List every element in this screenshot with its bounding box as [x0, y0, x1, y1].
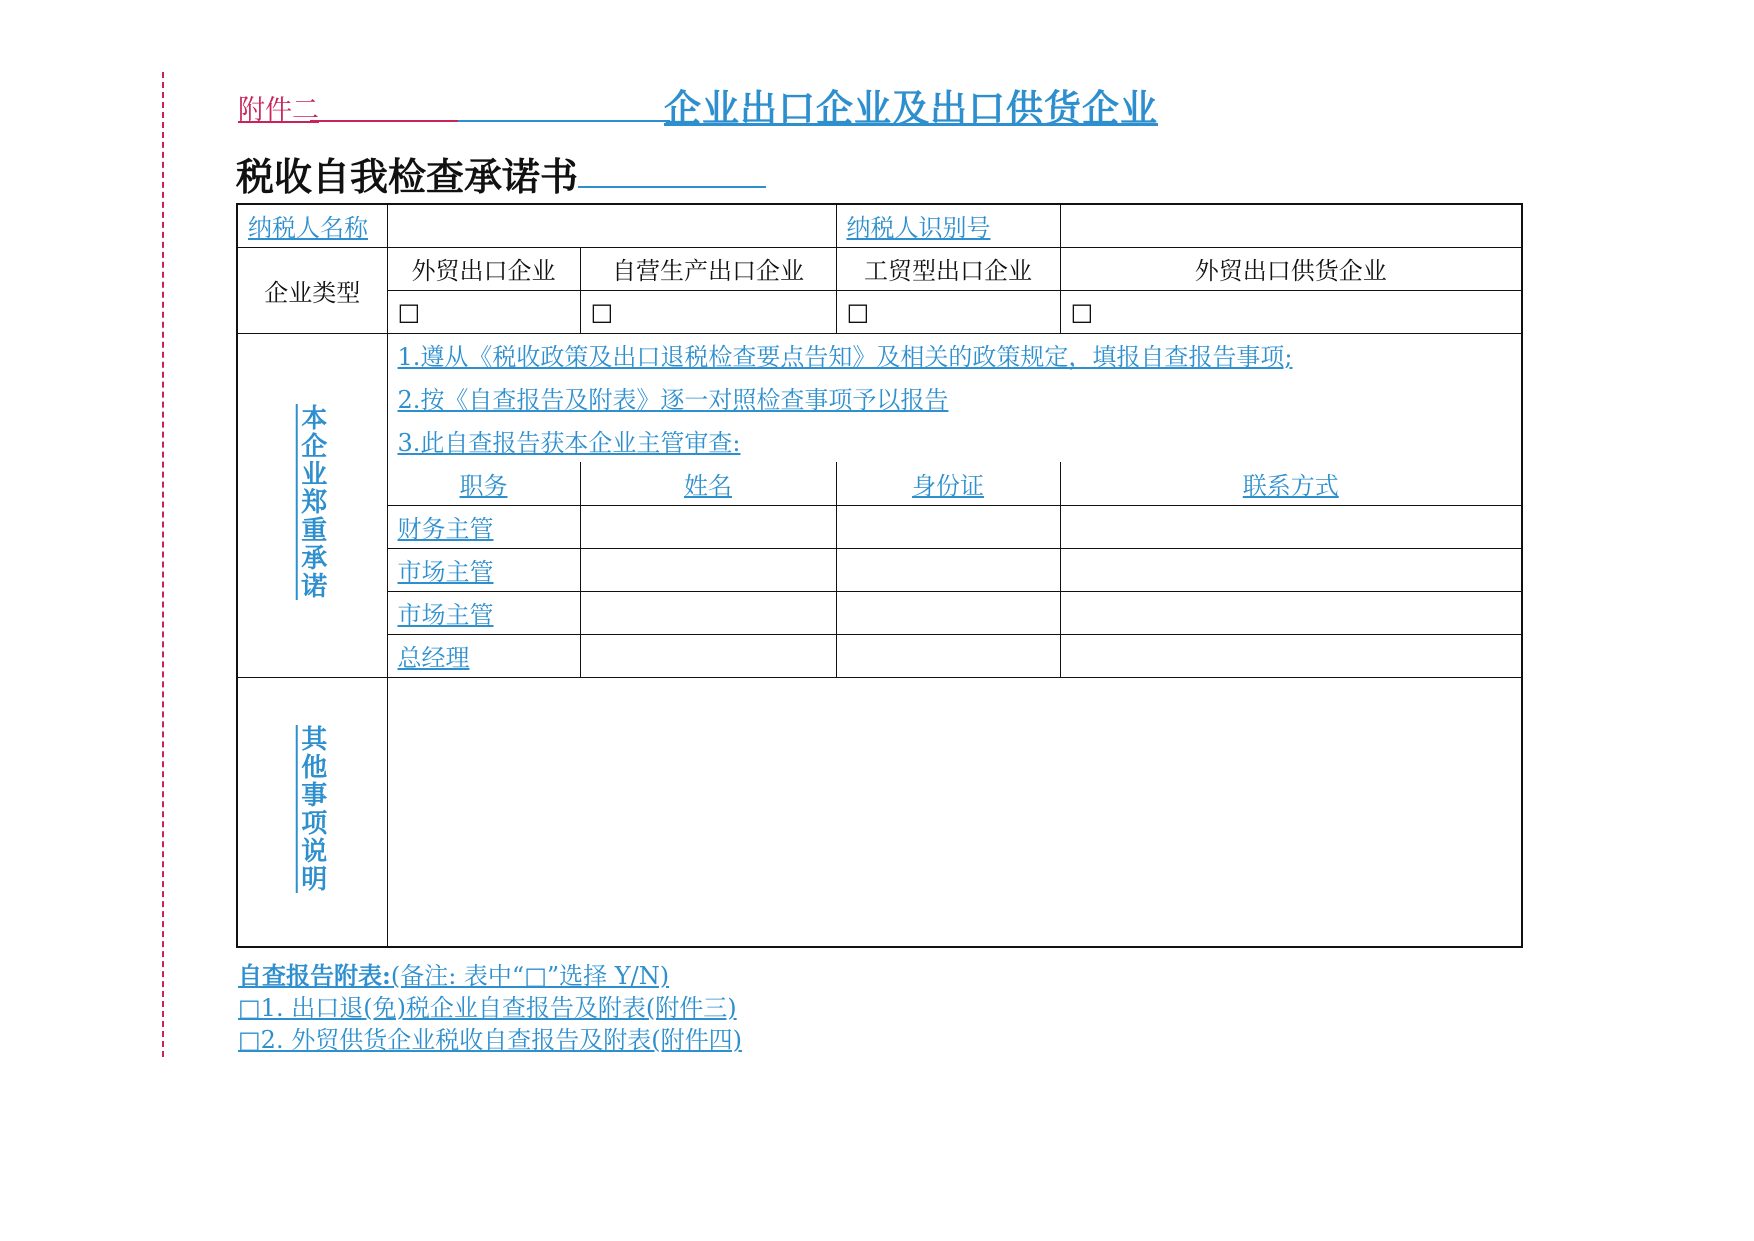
- contact-name-field[interactable]: [580, 591, 836, 634]
- contact-row: [237, 548, 1522, 591]
- contact-info-field[interactable]: [1060, 591, 1522, 634]
- enterprise-type-header-row: [237, 247, 1522, 290]
- contact-id-field[interactable]: [836, 505, 1060, 548]
- document-title-line1: 企业出口企业及出口供货企业: [664, 86, 1158, 130]
- other-matters-label: 其他事项说明: [296, 724, 327, 893]
- title-underline: [458, 120, 670, 122]
- enterprise-type-checkbox[interactable]: □: [387, 290, 580, 333]
- taxpayer-name-label: 纳税人名称: [237, 204, 387, 247]
- enterprise-type-option-label: 外贸出口供货企业: [1060, 247, 1522, 290]
- enterprise-type-option-label: 工贸型出口企业: [836, 247, 1060, 290]
- annex-underline: [310, 120, 458, 122]
- enterprise-type-checkbox-row: [237, 290, 1522, 333]
- taxpayer-name-field[interactable]: [387, 204, 836, 247]
- appendix-item[interactable]: □1. 出口退(免)税企业自查报告及附表(附件三): [238, 994, 737, 1022]
- contact-role: 总经理: [387, 634, 580, 677]
- taxpayer-id-field[interactable]: [1060, 204, 1522, 247]
- appendix-title: 自查报告附表:: [238, 961, 391, 990]
- enterprise-type-option-label: 外贸出口企业: [387, 247, 580, 290]
- title-line2-underline: [578, 186, 766, 188]
- enterprise-type-label: 企业类型: [237, 247, 387, 333]
- contact-row: [237, 634, 1522, 677]
- taxpayer-id-label: 纳税人识别号: [836, 204, 1060, 247]
- contact-id-field[interactable]: [836, 548, 1060, 591]
- commitment-item: 3.此自查报告获本企业主管审查:: [387, 419, 1522, 462]
- annex-label: 附件二: [238, 95, 319, 126]
- appendix-item[interactable]: □2. 外贸供货企业税收自查报告及附表(附件四): [238, 1026, 742, 1054]
- contact-role: 市场主管: [387, 591, 580, 634]
- contact-name-field[interactable]: [580, 634, 836, 677]
- enterprise-type-checkbox[interactable]: □: [580, 290, 836, 333]
- appendix-note: (备注: 表中“□”选择 Y/N): [390, 962, 670, 990]
- appendix-heading: [238, 956, 669, 991]
- contact-header-id: 身份证: [836, 462, 1060, 505]
- contact-header-row: [237, 462, 1522, 505]
- contact-row: [237, 591, 1522, 634]
- contact-info-field[interactable]: [1060, 505, 1522, 548]
- other-matters-label-cell: [237, 677, 387, 947]
- other-matters-field[interactable]: [387, 677, 1522, 947]
- contact-role: 市场主管: [387, 548, 580, 591]
- enterprise-type-checkbox[interactable]: □: [836, 290, 1060, 333]
- commitment-row-3: [237, 419, 1522, 462]
- commitment-item: 2.按《自查报告及附表》逐一对照检查事项予以报告: [387, 376, 1522, 419]
- contact-id-field[interactable]: [836, 591, 1060, 634]
- enterprise-type-option-label: 自营生产出口企业: [580, 247, 836, 290]
- enterprise-type-checkbox[interactable]: □: [1060, 290, 1522, 333]
- contact-row: [237, 505, 1522, 548]
- contact-header-contact: 联系方式: [1060, 462, 1522, 505]
- contact-name-field[interactable]: [580, 548, 836, 591]
- commitment-label: 本企业郑重承诺: [296, 404, 327, 600]
- contact-id-field[interactable]: [836, 634, 1060, 677]
- commitment-item: 1.遵从《税收政策及出口退税检查要点告知》及相关的政策规定，填报自查报告事项;: [387, 333, 1522, 376]
- contact-header-role: 职务: [387, 462, 580, 505]
- commitment-row-2: [237, 376, 1522, 419]
- contact-info-field[interactable]: [1060, 634, 1522, 677]
- taxpayer-row: [237, 204, 1522, 247]
- contact-name-field[interactable]: [580, 505, 836, 548]
- contact-header-name: 姓名: [580, 462, 836, 505]
- document-title-line2: 税收自我检查承诺书: [236, 154, 579, 199]
- contact-role: 财务主管: [387, 505, 580, 548]
- commitment-label-cell: [237, 333, 387, 677]
- commitment-row-1: [237, 333, 1522, 376]
- commitment-form-table: [236, 203, 1523, 948]
- other-matters-row: [237, 677, 1522, 947]
- contact-info-field[interactable]: [1060, 548, 1522, 591]
